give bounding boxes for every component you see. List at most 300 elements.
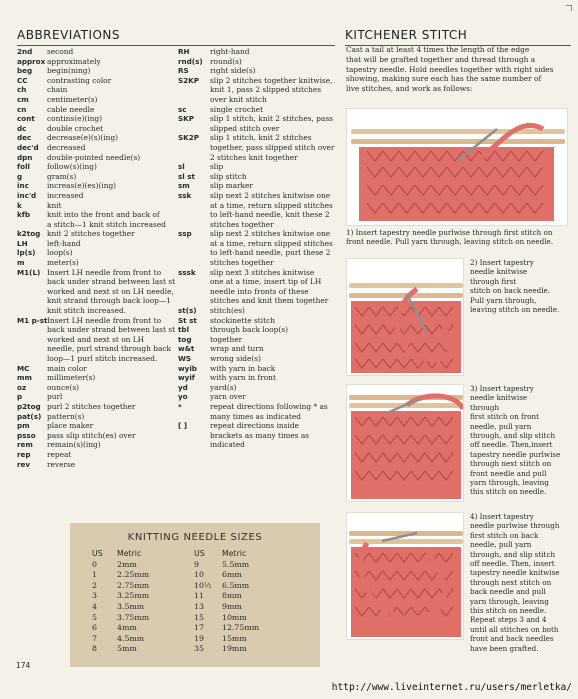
step-line: 3) Insert tapestry (470, 384, 534, 393)
us-size: 8 (92, 644, 97, 654)
abbreviation-entry (178, 105, 340, 115)
abbreviation-definition: to left-hand needle, purl these 2 (210, 248, 331, 258)
abbreviation-definition: stockinette stitch (210, 315, 275, 325)
us-size: 10½ (194, 580, 212, 590)
step-line: needle, pull yarn (470, 421, 532, 431)
us-size: 6 (92, 623, 97, 633)
abbreviation-definition: slip next 3 stitches knitwise (210, 267, 315, 277)
metric-header: Metric (117, 549, 142, 558)
needle-size-row (70, 644, 320, 655)
abbreviation-definition: wrap and turn (210, 344, 264, 354)
abbreviation-definition: right-hand (210, 47, 250, 56)
abbreviation-entry (178, 392, 340, 402)
abbreviation-key: [ ] (178, 421, 188, 431)
needle-size-row (70, 560, 320, 571)
us-size: 35 (194, 644, 204, 654)
watermark-url[interactable]: http://www.liveinternet.ru/users/merletka/ (331, 682, 572, 693)
abbreviation-key: tog (178, 334, 192, 344)
abbreviation-definition: loop(s) (47, 248, 73, 258)
abbreviation-entry (17, 181, 177, 191)
abbreviation-key: st(s) (178, 306, 197, 316)
abbreviation-definition: stitches and knit them together (210, 296, 329, 306)
abbreviation-definition: reverse (47, 459, 76, 469)
metric-size: 3.25mm (117, 591, 150, 601)
abbreviation-definition: loop—1 purl stitch increased. (47, 354, 158, 363)
metric-size: 12.75mm (222, 623, 260, 633)
abbreviation-entry (17, 162, 177, 172)
abbreviation-key: ch (17, 85, 27, 95)
abbreviation-entry (17, 258, 177, 268)
us-size: 7 (92, 633, 97, 643)
step-3-caption (470, 384, 574, 497)
step-line: back needle and pull (470, 587, 546, 597)
abbreviation-definition: meter(s) (47, 258, 79, 268)
abbreviation-definition: place maker (47, 421, 94, 431)
abbreviation-definition: millimeter(s) (47, 373, 96, 383)
abbreviation-entry (178, 162, 340, 172)
metric-size: 6.5mm (222, 580, 250, 590)
abbreviation-key: pm (17, 421, 30, 431)
abbreviation-key: CC (17, 75, 28, 85)
abbreviation-entry (17, 143, 177, 153)
abbreviation-key: ssp (178, 229, 192, 239)
abbreviation-key: p (17, 392, 23, 402)
abbreviation-key: g (17, 171, 23, 181)
abbreviation-key: inc (17, 181, 29, 191)
abbreviation-entry (178, 364, 340, 374)
intro-line: showing, making sure each has the same number of (346, 74, 542, 84)
abbreviation-key: rnd(s) (178, 56, 203, 66)
needle-sizes-title: KNITTING NEEDLE SIZES (127, 532, 263, 543)
step-line: front needle and pull (470, 468, 547, 478)
abbreviation-key: k (17, 200, 22, 210)
knitting-illustration-3 (347, 385, 464, 502)
abbreviation-entry (17, 47, 177, 57)
metric-size: 5.5mm (222, 559, 250, 569)
abbreviation-key: sl (178, 162, 185, 172)
metric-size: 9mm (222, 601, 242, 611)
abbreviation-definition: main color (47, 363, 87, 373)
abbreviation-key: approx (17, 56, 46, 66)
step-line: tapestry needle knitwise (470, 568, 560, 578)
abbreviation-key: S2KP (178, 75, 200, 85)
abbreviation-entry (17, 105, 177, 115)
abbreviation-definition: repeat directions inside (210, 421, 299, 431)
abbreviation-definition: stitches together (210, 219, 274, 229)
abbreviation-key: oz (17, 382, 27, 392)
metric-size: 2mm (117, 559, 137, 569)
abbreviation-entry (17, 239, 177, 249)
step-line: yarn through, leaving (470, 596, 549, 606)
abbreviation-definition: knit stitch increased. (47, 306, 127, 316)
abbreviation-definition: brackets as many times as (210, 430, 310, 440)
abbreviation-definition: pattern(s) (47, 411, 85, 421)
abbreviation-definition: remain(s)(ing) (47, 440, 101, 450)
us-size: 2 (92, 580, 97, 590)
abbreviation-entry (17, 201, 177, 211)
knitting-illustration-1 (347, 109, 568, 226)
abbreviation-definition: knit 1, pass 2 slipped stitches (210, 85, 322, 95)
abbreviation-entry (178, 306, 340, 316)
abbreviation-key: dec'd (17, 142, 39, 152)
abbreviation-definition: round(s) (210, 56, 242, 66)
abbreviation-key: yd (178, 382, 188, 392)
abbreviation-definition: chain (47, 85, 68, 95)
abbreviation-definition: at a time, return slipped stitches (210, 238, 333, 248)
abbreviation-entry (178, 57, 340, 67)
abbreviation-entry (17, 460, 177, 470)
abbreviation-entry (17, 85, 177, 95)
us-header: US (194, 549, 205, 558)
abbreviation-definition: yarn over (210, 392, 246, 402)
abbreviation-entry (17, 373, 177, 383)
step-line: needle, pull yarn (470, 540, 532, 550)
metric-size: 3.75mm (117, 612, 150, 622)
abbreviation-definition: increased (47, 190, 84, 200)
abbreviation-key: p2tog (17, 401, 41, 411)
abbreviation-definition: single crochet (210, 104, 264, 114)
abbreviation-definition: purl 2 stitches together (47, 401, 136, 411)
abbreviation-definition: left-hand (47, 238, 81, 248)
metric-size: 4.5mm (117, 633, 145, 643)
abbreviation-definition: 2 stitches knit together (210, 152, 298, 162)
intro-line: tapestry needle. Hold needles together with right sides (346, 64, 554, 74)
abbreviation-entry (17, 383, 177, 393)
us-size: 0 (92, 559, 97, 569)
us-size: 4 (92, 601, 97, 611)
abbreviation-key: 2nd (17, 47, 33, 56)
abbreviation-key: sc (178, 104, 187, 114)
abbreviation-key: M1(L) (17, 267, 41, 277)
step-line: front and back needles (470, 634, 554, 644)
us-header: US (92, 549, 103, 558)
abbreviation-entry (178, 344, 340, 354)
abbreviation-entry (17, 316, 177, 364)
abbreviation-key: dpn (17, 152, 33, 162)
abbreviation-key: RH (178, 47, 190, 56)
abbreviation-key: w&t (178, 344, 195, 354)
abbreviation-definition: pass slip stitch(es) over (47, 430, 136, 440)
abbreviation-definition: needle into fronts of these (210, 286, 309, 296)
step-line: first stitch on front (470, 412, 539, 422)
knitting-illustration-4 (347, 513, 464, 640)
abbreviation-entry (178, 191, 340, 229)
abbreviation-definition: centimeter(s) (47, 94, 98, 104)
abbreviation-definition: slip next 2 stitches knitwise one (210, 229, 331, 239)
abbreviation-entry (17, 153, 177, 163)
step-line: first stitch on back (470, 530, 539, 540)
abbreviation-entry (178, 229, 340, 267)
abbreviation-definition: many times as indicated (210, 411, 301, 421)
abbreviation-key: yo (178, 392, 188, 402)
metric-size: 2.25mm (117, 570, 150, 580)
abbreviation-entry (17, 268, 177, 316)
abbreviation-definition: back under strand between last st (47, 277, 176, 287)
abbreviation-entry (17, 95, 177, 105)
figure-step-4 (346, 512, 464, 640)
step-line: needle knitwise (470, 267, 528, 277)
knitting-illustration-2 (347, 259, 464, 376)
abbreviation-definition: Insert LH needle from front to (47, 267, 162, 277)
abbreviation-entry (178, 114, 340, 133)
abbreviation-definition: double crochet (47, 123, 104, 133)
abbreviation-key: cm (17, 94, 29, 104)
abbreviation-entry (17, 133, 177, 143)
needle-header-row (70, 549, 320, 560)
abbreviation-entry (17, 440, 177, 450)
abbreviation-definition: slip 1 stitch, knit 2 stitches, pass (210, 114, 333, 124)
abbreviation-entry (17, 114, 177, 124)
abbreviation-key: k2tog (17, 229, 41, 239)
abbreviation-key: rep (17, 449, 31, 459)
abbreviation-key: * (178, 401, 182, 411)
abbreviation-entry (17, 412, 177, 422)
abbreviation-entry (178, 325, 340, 335)
abbreviation-definition: begin(ning) (47, 66, 91, 76)
us-size: 19 (194, 633, 204, 643)
abbreviation-definition: with yarn in front (210, 373, 276, 383)
abbreviation-key: sssk (178, 267, 196, 277)
step-line: 4) Insert tapestry (470, 512, 534, 521)
abbreviation-key: MC (17, 363, 30, 373)
figure-step-3 (346, 384, 464, 502)
abbreviation-definition: worked and next st on LH (47, 334, 145, 344)
abbreviation-definition: one at a time, insert tip of LH (210, 277, 322, 287)
page-number: 174 (16, 661, 31, 670)
abbreviation-definition: slip marker (210, 181, 253, 191)
abbreviation-key: tbl (178, 325, 190, 335)
step-line: leaving stitch on needle. (470, 305, 560, 315)
intro-line: live stitches, and work as follows: (346, 84, 473, 94)
step-line: 2) Insert tapestry (470, 258, 534, 267)
needle-size-row (70, 570, 320, 581)
abbreviation-definition: Insert LH needle from front to (47, 315, 162, 325)
abbreviation-definition: with yarn in back (210, 363, 276, 373)
abbreviation-key: St st (178, 315, 197, 325)
abbreviation-entry (17, 229, 177, 239)
us-size: 5 (92, 612, 97, 622)
abbreviation-key: sl st (178, 171, 195, 181)
abbreviation-key: rev (17, 459, 31, 469)
needle-size-row (70, 591, 320, 602)
abbreviation-key: dc (17, 123, 27, 133)
abbreviation-definition: ounce(s) (47, 382, 80, 392)
step-line: Repeat steps 3 and 4 (470, 615, 547, 625)
abbreviation-key: inc'd (17, 190, 37, 200)
abbreviation-entry (178, 316, 340, 326)
needle-size-row (70, 623, 320, 634)
abbreviation-definition: over knit stitch (210, 94, 267, 104)
abbreviation-key: mm (17, 373, 32, 383)
step-line: this stitch on needle. (470, 487, 547, 497)
abbreviation-entry (17, 431, 177, 441)
abbreviation-key: pat(s) (17, 411, 42, 421)
metric-size: 15mm (222, 633, 247, 643)
us-size: 13 (194, 601, 204, 611)
abbreviation-definition: contrasting color (47, 75, 112, 85)
abbreviation-entry (178, 354, 340, 364)
abbreviation-key: kfb (17, 210, 31, 220)
abbreviation-entry (178, 402, 340, 421)
abbreviation-definition: needle, purl strand through back (47, 344, 172, 354)
abbreviation-definition: right side(s) (210, 66, 256, 76)
abbreviations-heading: ABBREVIATIONS (17, 28, 335, 46)
abbreviation-key: foll (17, 162, 30, 172)
step-line: off needle. Then, insert (470, 559, 555, 569)
step-line: needle knitwise (470, 393, 528, 403)
abbreviation-definition: at a time, return slipped stitches (210, 200, 333, 210)
step-line: off needle. Then,insert (470, 440, 553, 450)
abbreviation-key: LH (17, 238, 28, 248)
step-line: stitch on back needle. (470, 286, 551, 296)
abbreviation-key: ssk (178, 190, 192, 200)
us-size: 1 (92, 570, 97, 580)
abbreviations-middle-column (178, 47, 340, 450)
needle-sizes-table (70, 523, 320, 667)
abbreviation-definition: slipped stitch over (210, 123, 280, 133)
abbreviation-definition: slip next 2 stitches knitwise one (210, 190, 331, 200)
abbreviation-key: psso (17, 430, 36, 440)
intro-line: that will be grafted together and thread through a (346, 54, 536, 64)
abbreviation-definition: slip 1 stitch, knit 2 stitches (210, 133, 312, 143)
needle-size-row (70, 634, 320, 645)
step-line: until all stitches on both (470, 624, 559, 634)
abbreviation-definition: slip (210, 162, 224, 172)
step-line: needle purlwise through (470, 521, 560, 531)
us-size: 10 (194, 570, 204, 580)
abbreviation-definition: together, pass slipped stitch over (210, 142, 335, 152)
abbreviation-definition: contins(e)(ing) (47, 114, 102, 124)
abbreviation-definition: worked and next st on LH needle, (47, 286, 174, 296)
abbreviation-key: wyif (178, 373, 195, 383)
abbreviation-key: WS (178, 354, 192, 363)
abbreviation-key: M1 p-st (17, 315, 48, 325)
abbreviation-entry (178, 76, 340, 105)
abbreviation-key: cont (17, 114, 35, 124)
abbreviation-key: dec (17, 133, 32, 143)
abbreviation-definition: stitches together (210, 258, 274, 268)
abbreviation-key: rem (17, 440, 33, 450)
step-line: this stitch on needle. (470, 606, 547, 616)
abbreviation-definition: knit strand through back loop—1 (47, 296, 171, 306)
abbreviation-definition: follow(s)(ing) (47, 162, 97, 172)
step-4-caption (470, 512, 574, 653)
abbreviation-entry (178, 172, 340, 182)
step-line: through, and slip stitch (470, 549, 556, 559)
step-line: through next stitch on (470, 459, 552, 469)
abbreviation-entry (178, 383, 340, 393)
kitchener-heading: KITCHENER STITCH (345, 28, 571, 46)
abbreviation-definition: purl (47, 392, 63, 402)
abbreviation-entry (17, 248, 177, 258)
abbreviations-left-column (17, 47, 177, 469)
abbreviation-entry (178, 66, 340, 76)
abbreviation-definition: together (210, 334, 243, 344)
metric-size: 5mm (117, 644, 137, 654)
step-2-caption (470, 258, 574, 314)
abbreviation-definition: stitch(es) (210, 306, 245, 316)
abbreviation-definition: indicated (210, 440, 245, 450)
step-line: through (470, 402, 500, 412)
abbreviation-entry (17, 210, 177, 229)
abbreviation-key: m (17, 258, 25, 268)
abbreviation-key: lp(s) (17, 248, 36, 258)
abbreviation-entry (17, 364, 177, 374)
us-size: 3 (92, 591, 97, 601)
abbreviation-entry (178, 268, 340, 306)
kitchener-intro (346, 45, 568, 94)
figure-step-2 (346, 258, 464, 376)
abbreviation-definition: back under strand between last st (47, 325, 176, 335)
abbreviation-key: wyib (178, 363, 197, 373)
abbreviation-definition: increas(e)(es)(ing) (47, 181, 117, 191)
step-1-caption (346, 228, 572, 247)
abbreviation-definition: repeat directions following * as (210, 401, 328, 411)
abbreviation-definition: knit (47, 200, 62, 210)
abbreviation-definition: a stitch—1 knit stitch increased (47, 219, 166, 229)
abbreviation-definition: repeat (47, 449, 72, 459)
step-line: through first (470, 276, 517, 286)
abbreviation-definition: wrong side(s) (210, 354, 261, 363)
abbreviation-entry (178, 335, 340, 345)
step-line: Pull yarn through, (470, 295, 537, 305)
step-line: 1) Insert tapestry needle purlwise through first stitch on (346, 228, 553, 237)
abbreviation-entry (17, 66, 177, 76)
abbreviation-entry (17, 76, 177, 86)
abbreviation-definition: decrease(e)(s)(ing) (47, 133, 119, 143)
abbreviation-definition: gram(s) (47, 171, 77, 181)
abbreviation-key: SK2P (178, 133, 200, 143)
metric-size: 8mm (222, 591, 242, 601)
needle-size-row (70, 602, 320, 613)
abbreviation-definition: double-pointed needle(s) (47, 152, 141, 162)
us-size: 9 (194, 559, 199, 569)
step-line: through, and slip stitch (470, 431, 556, 441)
abbreviation-key: beg (17, 66, 33, 76)
needle-sizes-grid (70, 549, 320, 655)
abbreviation-definition: second (47, 47, 74, 56)
metric-size: 3.5mm (117, 601, 145, 611)
abbreviation-definition: slip stitch (210, 171, 247, 181)
figure-step-1 (346, 108, 568, 226)
abbreviation-definition: through back loop(s) (210, 325, 288, 335)
abbreviation-entry (17, 450, 177, 460)
intro-line: Cast a tail at least 4 times the length of the edge (346, 45, 530, 54)
needle-size-row (70, 613, 320, 624)
abbreviation-entry (17, 57, 177, 67)
abbreviation-entry (17, 172, 177, 182)
abbreviation-key: SKP (178, 114, 195, 124)
abbreviation-entry (178, 421, 340, 450)
abbreviation-entry (17, 191, 177, 201)
corner-mark (566, 5, 572, 11)
step-line: tapestry needle purlwise (470, 449, 561, 459)
abbreviation-definition: yard(s) (210, 382, 237, 392)
abbreviation-definition: approximately (47, 56, 101, 66)
step-line: have been grafted. (470, 643, 539, 653)
metric-size: 4mm (117, 623, 137, 633)
abbreviation-definition: to left-hand needle, knit these 2 (210, 210, 330, 220)
abbreviation-entry (17, 392, 177, 402)
abbreviation-entry (178, 373, 340, 383)
metric-size: 2.75mm (117, 580, 150, 590)
abbreviation-definition: knit 2 stitches together (47, 229, 135, 239)
abbreviation-key: sm (178, 181, 190, 191)
abbreviation-key: RS (178, 66, 189, 76)
abbreviation-entry (178, 47, 340, 57)
metric-size: 10mm (222, 612, 247, 622)
step-line: front needle. Pull yarn through, leaving stitch on needle. (346, 237, 554, 247)
